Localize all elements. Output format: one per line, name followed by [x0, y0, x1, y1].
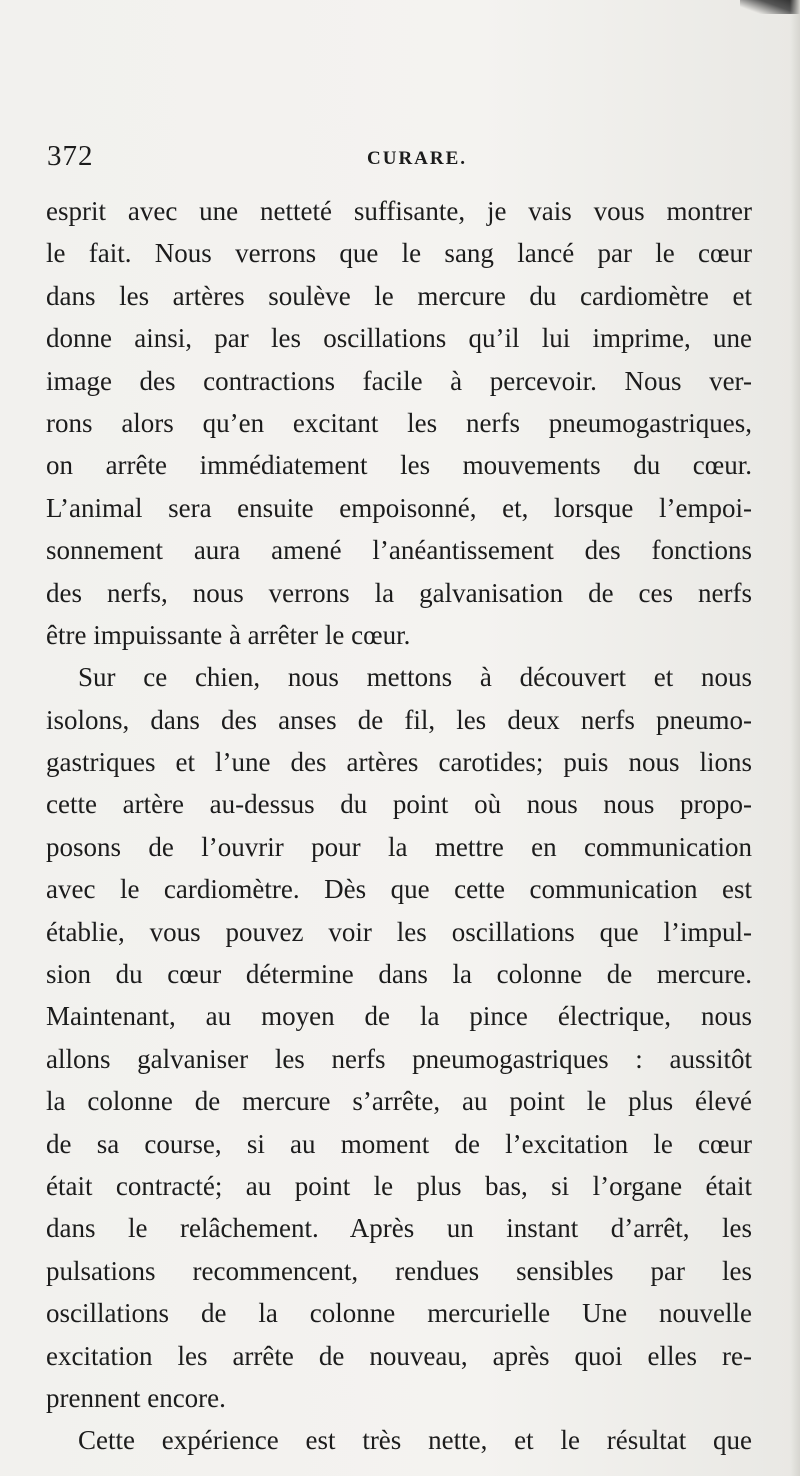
- text-line: sonnement aura amené l’anéantissement des fonctions: [46, 535, 752, 566]
- text-line: de sa course, si au moment de l’excitation le cœur: [46, 1128, 752, 1159]
- running-title: CURARE.: [367, 148, 468, 169]
- text-line: image des contractions facile à percevoir. Nous ver-: [46, 365, 752, 396]
- text-line: dans le relâchement. Après un instant d’arrêt, les: [46, 1213, 752, 1244]
- text-line: on arrête immédiatement les mouvements du cœur.: [46, 450, 752, 481]
- text-line: avec le cardiomètre. Dès que cette communication est: [46, 874, 752, 905]
- text-line: oscillations de la colonne mercurielle Une nouvelle: [46, 1298, 752, 1329]
- text-line: des nerfs, nous verrons la galvanisation de ces nerfs: [46, 577, 752, 608]
- text-line: établie, vous pouvez voir les oscillations que l’impul-: [46, 916, 752, 947]
- text-line: dans les artères soulève le mercure du cardiomètre et: [46, 280, 752, 311]
- page-header: [47, 140, 753, 180]
- text-line: prennent encore.: [46, 1382, 226, 1413]
- text-line: était contracté; au point le plus bas, si l’organe était: [46, 1170, 752, 1201]
- text-line: esprit avec une netteté suffisante, je vais vous montrer: [46, 196, 752, 226]
- text-line: L’animal sera ensuite empoisonné, et, lorsque l’empoi-: [46, 492, 752, 523]
- text-line: allons galvaniser les nerfs pneumogastriques : aussitôt: [46, 1043, 752, 1074]
- text-line: la colonne de mercure s’arrête, au point le plus élevé: [46, 1086, 752, 1117]
- text-line: être impuissante à arrêter le cœur.: [46, 619, 411, 650]
- text-line: Maintenant, au moyen de la pince électrique, nous: [46, 1001, 752, 1032]
- text-line: isolons, dans des anses de fil, les deux nerfs pneumo-: [46, 704, 752, 735]
- text-line: le fait. Nous verrons que le sang lancé par le cœur: [46, 238, 752, 269]
- text-line: donne ainsi, par les oscillations qu’il lui imprime, une: [46, 323, 752, 354]
- text-line: posons de l’ouvrir pour la mettre en communication: [46, 831, 752, 862]
- text-line: Cette expérience est très nette, et le résultat que: [78, 1425, 752, 1456]
- text-line: sion du cœur détermine dans la colonne de mercure.: [46, 959, 752, 990]
- text-line: excitation les arrête de nouveau, après quoi elles re-: [46, 1340, 752, 1371]
- text-line: pulsations recommencent, rendues sensibles par les: [46, 1255, 752, 1286]
- text-line: rons alors qu’en excitant les nerfs pneumogastriques,: [46, 407, 752, 438]
- page-edge-shading: [790, 0, 800, 1476]
- body-text: [46, 190, 752, 1462]
- page-number: 372: [47, 140, 94, 172]
- text-line: cette artère au-dessus du point où nous nous propo-: [46, 789, 752, 820]
- text-line: gastriques et l’une des artères carotides; puis nous lions: [46, 747, 752, 778]
- text-line: Sur ce chien, nous mettons à découvert et nous: [78, 662, 752, 693]
